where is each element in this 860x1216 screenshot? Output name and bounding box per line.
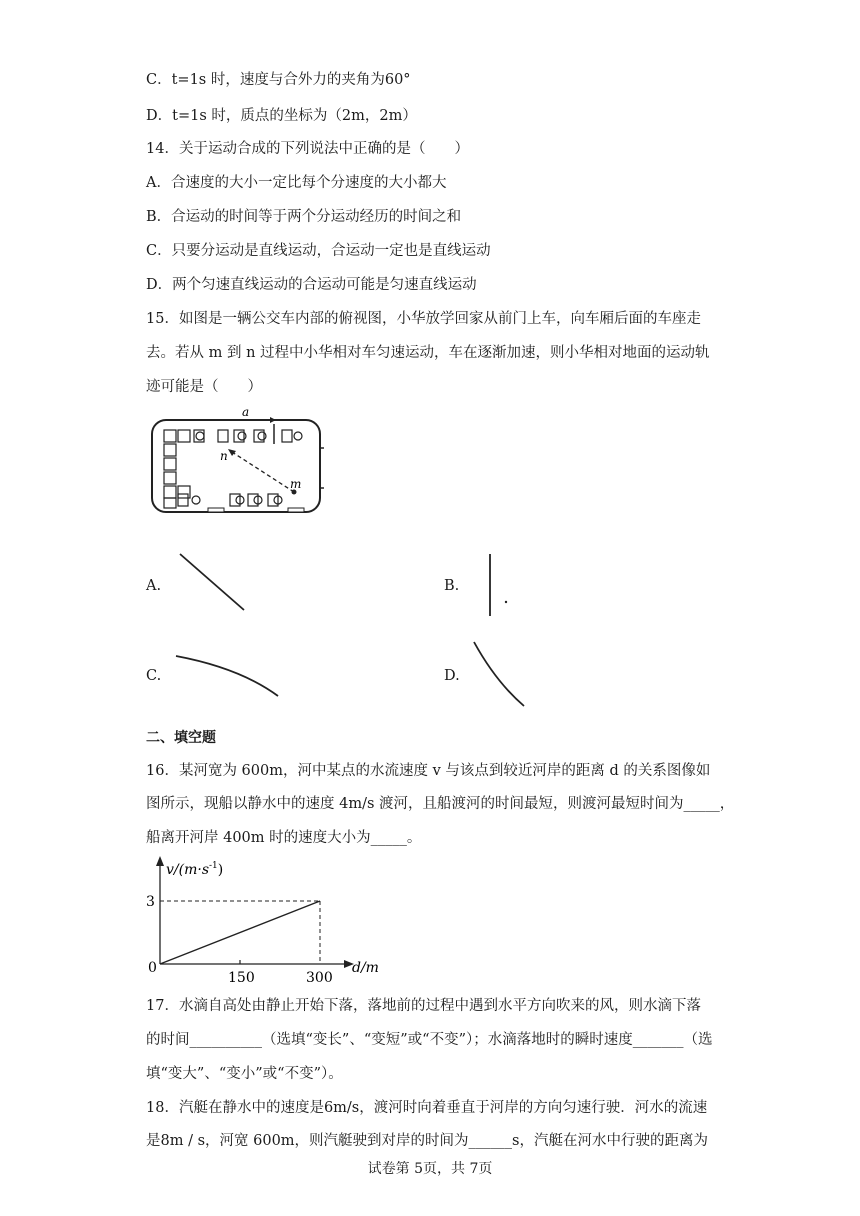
bus-figure <box>148 405 328 528</box>
graph-ylabel-sup: -1 <box>209 861 218 871</box>
graph-xlabel: d/m <box>352 960 379 976</box>
option-d-label: D. <box>444 668 460 684</box>
graph-tick-y3: 3 <box>146 894 155 910</box>
q14-option-b: B．合运动的时间等于两个分运动经历的时间之和 <box>146 209 462 225</box>
page-footer: 试卷第 5页，共 7页 <box>367 1161 493 1177</box>
q18-stem-line2: 是8m / s，河宽 600m，则汽艇驶到对岸的时间为______s，汽艇在河水中行驶的距离为 <box>146 1133 708 1149</box>
q14-option-a: A．合速度的大小一定比每个分速度的大小都大 <box>146 175 447 191</box>
option-c-label: C. <box>146 668 162 684</box>
q15-stem-line1: 15．如图是一辆公交车内部的俯视图，小华放学回家从前门上车，向车厢后面的车座走 <box>146 311 701 327</box>
bus-label-n: n <box>220 449 228 463</box>
q14-option-d: D．两个匀速直线运动的合运动可能是匀速直线运动 <box>146 277 477 293</box>
graph-data-line <box>160 901 320 964</box>
option-b-trajectory <box>480 552 520 622</box>
svg-text:v/(m·s-1) <box>166 861 223 878</box>
q17-stem-line3: 填“变大”、“变小”或“不变”）。 <box>146 1066 343 1082</box>
q15-stem-line2: 去。若从 m 到 n 过程中小华相对车匀速运动，车在逐渐加速，则小华相对地面的运动轨 <box>146 345 710 361</box>
velocity-distance-graph <box>140 856 390 986</box>
bus-label-a: a <box>242 405 250 419</box>
graph-ylabel: v/(m·s <box>166 862 209 878</box>
q15-stem-line3: 迹可能是（ ） <box>146 379 262 395</box>
graph-origin: 0 <box>148 960 157 976</box>
q17-stem-line1: 17．水滴自高处由静止开始下落，落地前的过程中遇到水平方向吹来的风，则水滴下落 <box>146 998 701 1014</box>
option-c-trajectory <box>170 650 290 700</box>
option-b-label: B. <box>444 578 460 594</box>
section-heading-fill-in: 二、填空题 <box>146 730 216 746</box>
q18-stem-line1: 18．汽艇在静水中的速度是6m/s，渡河时向着垂直于河岸的方向匀速行驶．河水的流速 <box>146 1100 708 1116</box>
bus-label-m: m <box>290 477 302 491</box>
option-a-label: A. <box>146 578 162 594</box>
graph-ylabel-close: ) <box>217 862 224 878</box>
q16-stem-line1: 16．某河宽为 600m，河中某点的水流速度 v 与该点到较近河岸的距离 d 的关系图像如 <box>146 763 711 779</box>
q14-stem: 14．关于运动合成的下列说法中正确的是（ ） <box>146 141 469 157</box>
q16-stem-line3: 船离开河岸 400m 时的速度大小为_____。 <box>146 830 422 846</box>
q17-stem-line2: 的时间__________（选填“变长”、“变短”或“不变”）；水滴落地时的瞬时速度_______（选 <box>146 1032 713 1048</box>
graph-tick-x150: 150 <box>228 970 255 986</box>
option-d-trajectory <box>466 638 536 710</box>
q13-option-d: D．t=1s 时，质点的坐标为（2m，2m） <box>146 108 417 124</box>
graph-tick-x300: 300 <box>306 970 333 986</box>
option-a-trajectory <box>170 550 250 616</box>
q13-option-c: C．t=1s 时，速度与合外力的夹角为60° <box>146 72 411 88</box>
q16-stem-line2: 图所示，现船以静水中的速度 4m/s 渡河，且船渡河的时间最短，则渡河最短时间为_____， <box>146 796 735 812</box>
q14-option-c: C．只要分运动是直线运动，合运动一定也是直线运动 <box>146 243 491 259</box>
